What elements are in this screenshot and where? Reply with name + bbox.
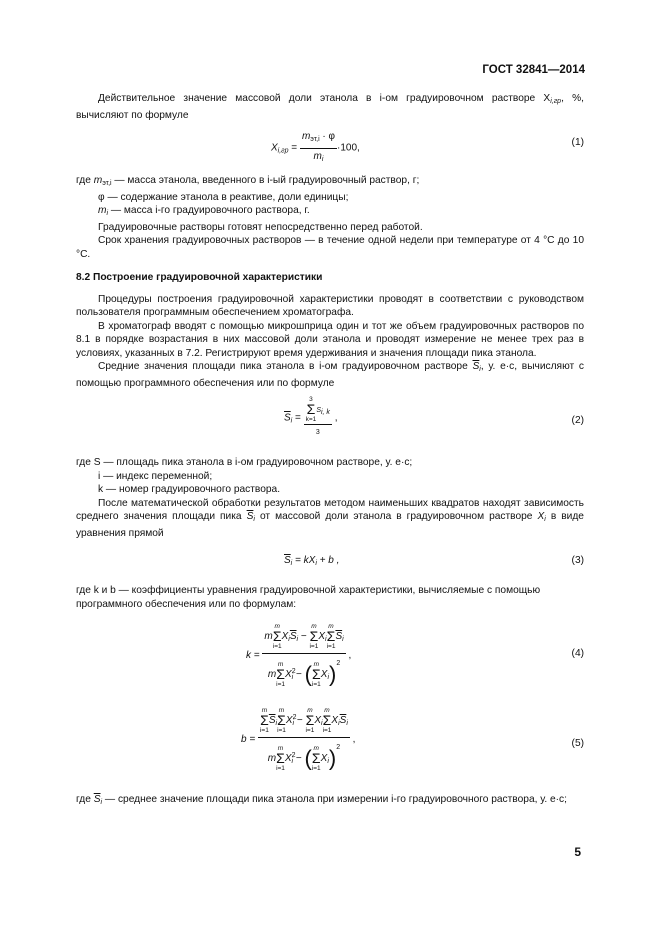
- definition-m-solution: $m_i$ — масса i-го градуировочного раствора, г.: [98, 205, 310, 217]
- definition-i: i — индекс переменной;: [98, 470, 213, 482]
- section-heading-8-2: 8.2 Построение градуировочной характеристики: [76, 272, 323, 283]
- paragraph-storage: Срок хранения градуировочных растворов — в течение одной недели при температуре от 4 °С до 10 °С.: [76, 235, 584, 260]
- paragraph-mean-values: Средние значения площади пика этанола в i-ом градуировочном растворе $\overline{S}_i$, у. е·с, вычисляют с помощью программного обеспечения или по формуле: [76, 361, 584, 389]
- equation-4-number: (4): [571, 648, 584, 659]
- document-body: [76, 92, 584, 810]
- equation-3-number: (3): [571, 555, 584, 566]
- equation-1-number: (1): [571, 137, 584, 148]
- definition-S: где S — площадь пика этанола в i-ом градуировочном растворе, у. е·с;: [76, 457, 413, 468]
- definition-k: k — номер градуировочного раствора.: [98, 484, 281, 495]
- page-number: 5: [574, 845, 581, 859]
- standard-header: ГОСТ 32841—2014: [482, 64, 585, 76]
- paragraph-injection: В хроматограф вводят с помощью микрошприца один и тот же объем градуировочных растворов по 8.1 в порядке возрастания в них массовой доли этанола и проводят измерение не менее трех раз в условиях, указанных в 7.2. Регистрируют время удерживания и значения площади пика этанола.: [76, 320, 584, 359]
- equation-4: k = m m Σ i=1 $X_i\overline{S}_i$ − m Σ i=1 $X_i$ m Σ i=1 $\overline{S}_i$ m m Σ i=1 $X^2_i$ − ( m Σ i=1 $X_i)^2$ , (4): [246, 623, 584, 688]
- equation-5: b = m Σ i=1 $\overline{S}_i$ m Σ i=1 $X^2_i$ − m Σ i=1 $X_i$ m Σ i=1 $X_i\overline{S}_i$ m m Σ i=1 $X^2_i$ − ( m Σ i=1 $X_i)^2$ , (5): [241, 707, 584, 772]
- equation-2: $\overline{S}_i$ = 3 Σ k=1 $S_{i, k}$ 3 , (2): [284, 396, 584, 436]
- paragraph-actual-value: Действительное значение массовой доли этанола в i-ом градуировочном растворе $X_{i,гр}$, %, вычисляют по формуле: [76, 93, 584, 121]
- definition-m-ethanol: где $m_{эт,i}$ — масса этанола, введенного в i-ый градуировочный раствор, г;: [76, 175, 420, 187]
- paragraph-procedure: Процедуры построения градуировочной характеристики проводят в соответствии с руководством пользователя программным обеспечением хроматографа.: [76, 293, 584, 318]
- paragraph-mean-definition: где $\overline{S}_i$ — среднее значение площади пика этанола при измерении i-го градуировочного раствора, у. е·с;: [76, 794, 567, 806]
- paragraph-coefficients: где k и b — коэффициенты уравнения градуировочной характеристики, вычисляемые с помощью программного обеспечения или по формулам:: [76, 585, 541, 610]
- equation-5-number: (5): [571, 738, 584, 749]
- equation-3: $\overline{S}_i = kX_i + b$ , (3): [284, 555, 584, 567]
- equation-1: $X_{i,гр}$ = $\frac{m_{эт,i} \cdot \varphi}{m_i}$ ·100, (1): [271, 131, 584, 163]
- definition-phi: φ — содержание этанола в реактиве, доли единицы;: [98, 191, 349, 203]
- paragraph-prepare: Градуировочные растворы готовят непосредственно перед работой.: [98, 221, 423, 233]
- paragraph-least-squares: После математической обработки результатов методом наименьших квадратов находят зависимость среднего значения площади пика $\overline{S}_i$ от массовой доли этанола в градуировочном растворе $X_i$ в виде уравнения прямой: [76, 497, 584, 539]
- equation-2-number: (2): [571, 415, 584, 426]
